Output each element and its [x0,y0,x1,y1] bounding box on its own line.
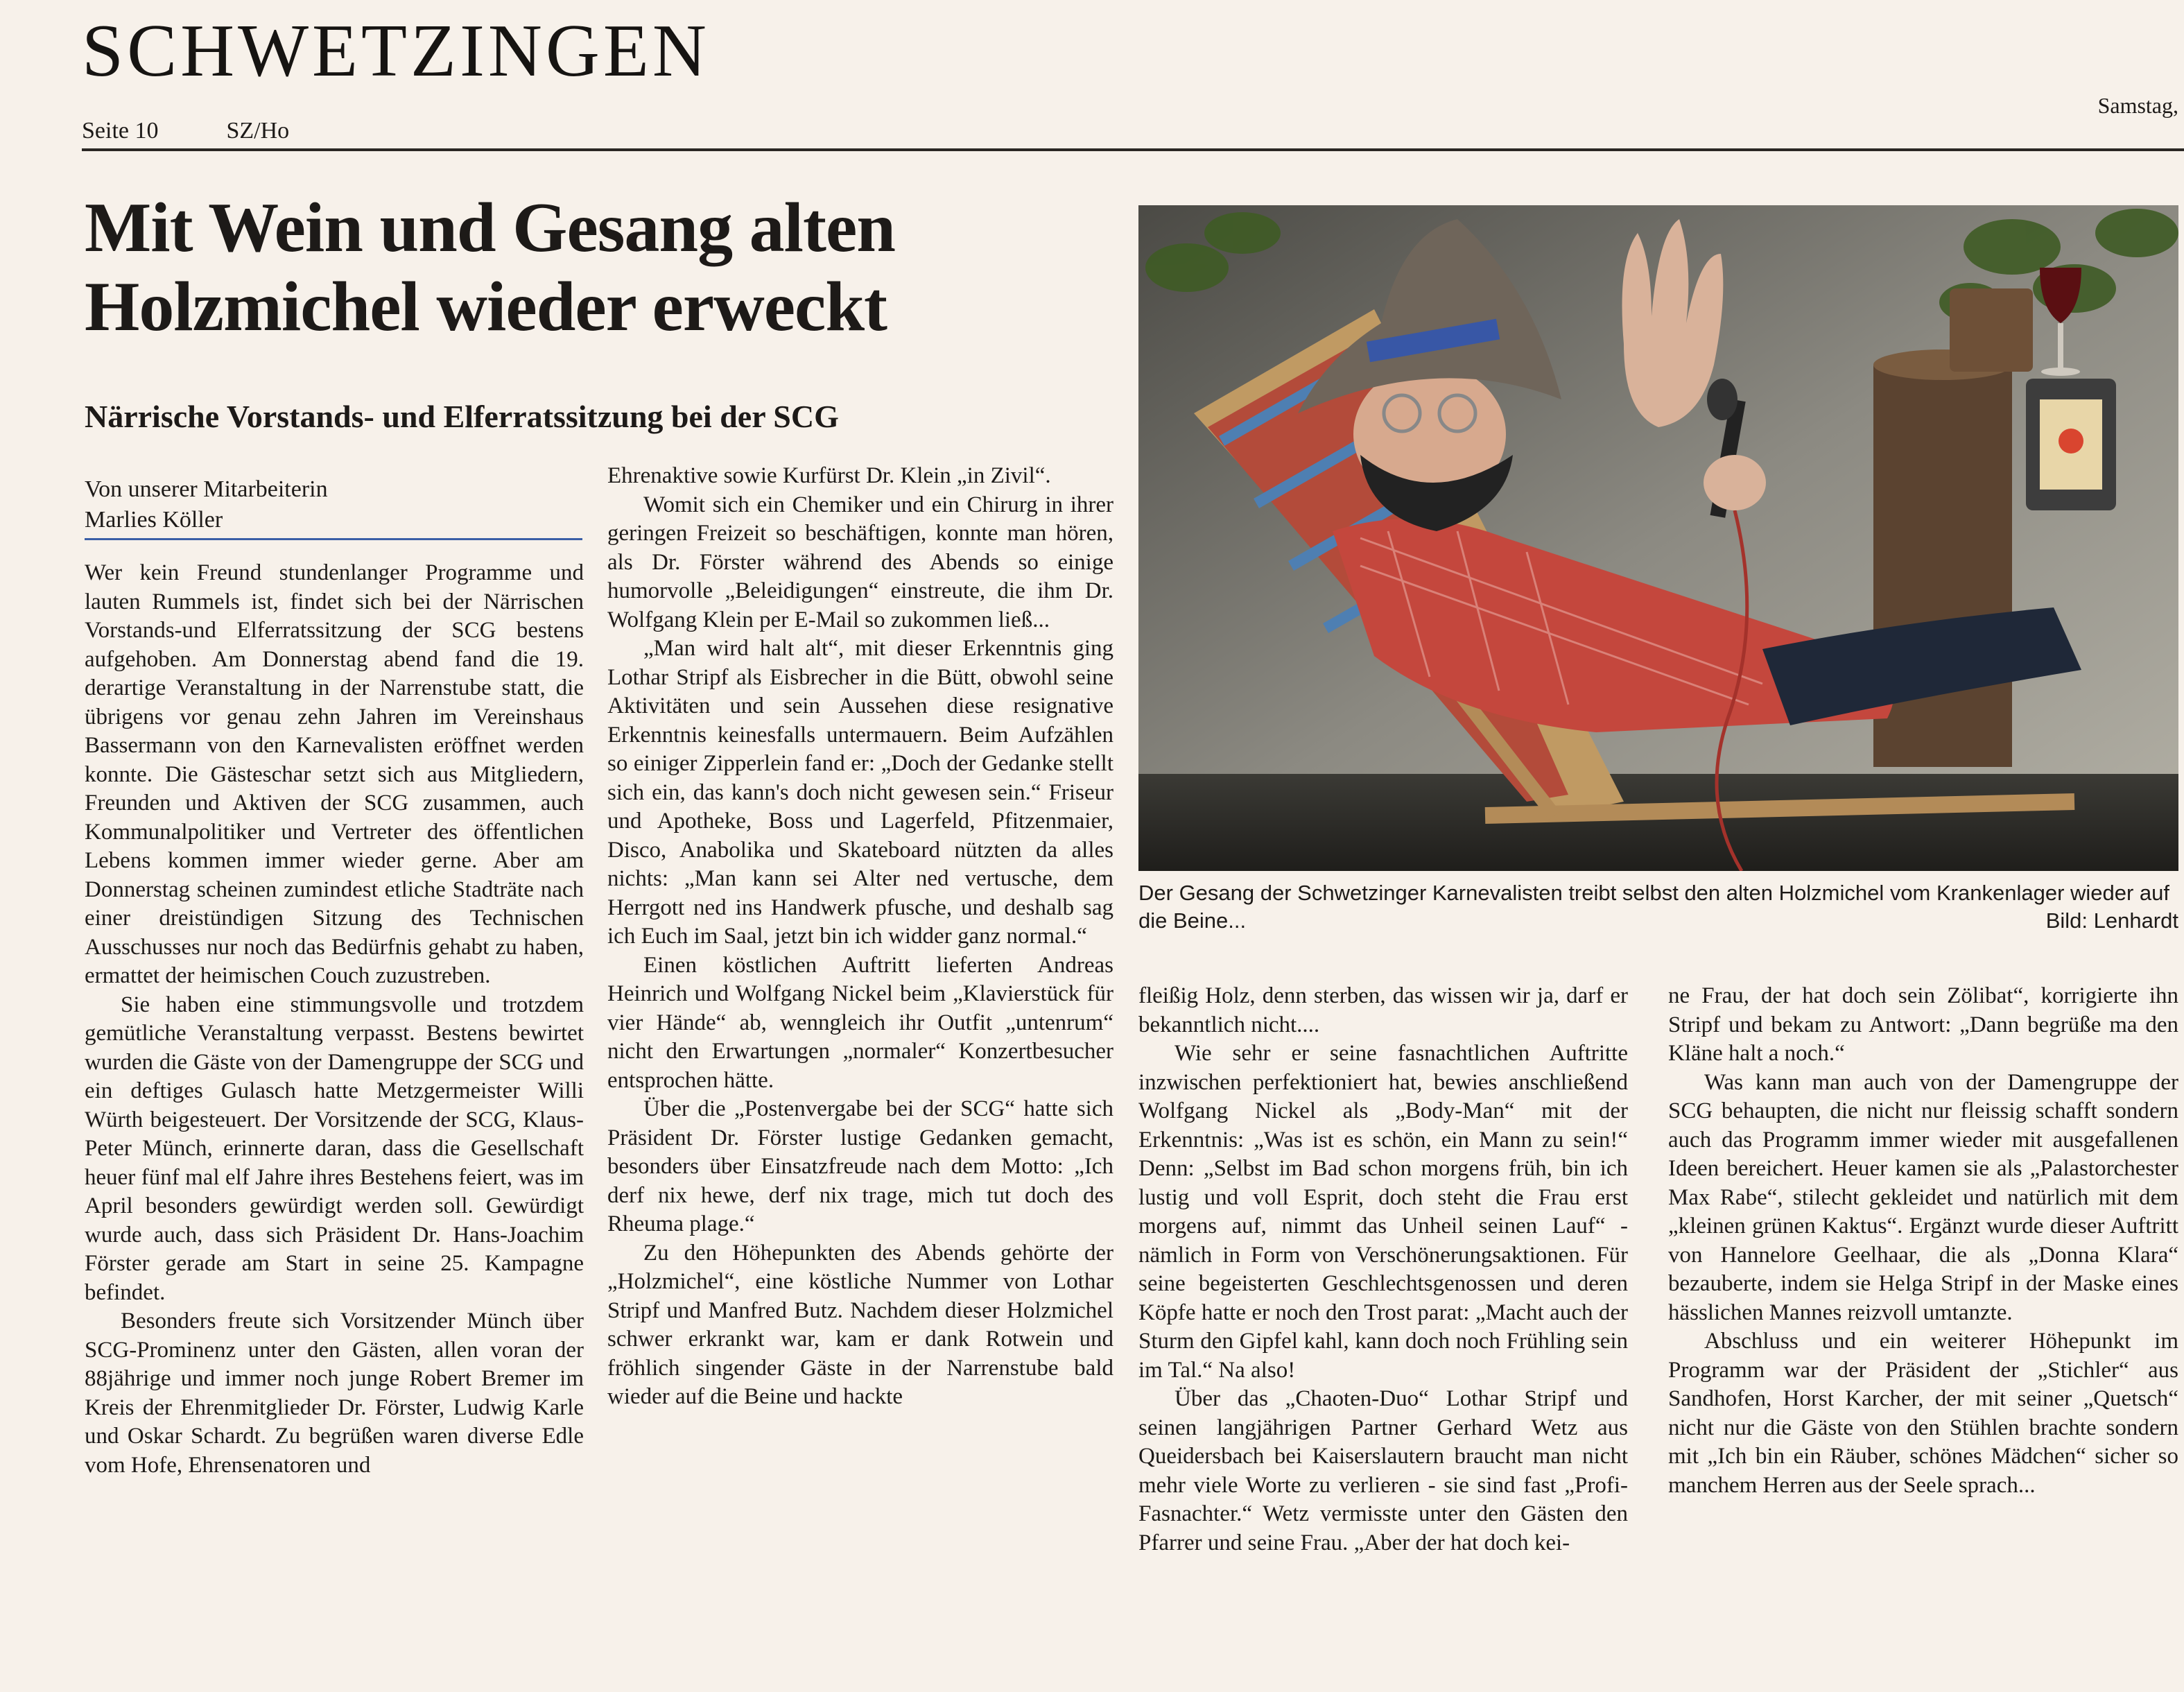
paragraph: „Man wird halt alt“, mit dieser Erkenntnis ging Lothar Stripf als Eisbrecher in die Bütt, obwohl seine Aktivitäten und sein Aussehen diese resignative Erkenntnis keinesfalls untermauern. Beim Aufzählen so einiger Zipperlein fand er: „Doch der Gedanke stellt sich ein, das kann's doch nicht gewesen sein.“ Friseur und Apotheke, Boss und Lagerfeld, Pfitzenmaier, Disco, Anabolika und Skateboard nützten da alles nichts: „Man kann sei Alter ned vertusche, dem Herrgott ned ins Handwerk pfusche, und deshalb sag ich Euch im Saal, jetzt bin ich widder ganz normal.“ [607,636,1113,949]
paragraph: fleißig Holz, denn sterben, das wissen wir ja, darf er bekanntlich nicht.... [1138,983,1628,1037]
photo-caption: Der Gesang der Schwetzinger Karnevalisten treibt selbst den alten Holzmichel vom Krankenlager wieder auf die Beine... [1138,881,2170,933]
article-column-4 [1668,982,2178,1500]
paragraph: Wer kein Freund stundenlanger Programme und lauten Rummels ist, findet sich bei der Närrischen Vorstands-und Elferratssitzung der SCG bestens aufgehoben. Am Donnerstag abend fand die 19. derartige Veranstaltung in der Narrenstube statt, die übrigens vor genau zehn Jahren im Vereinshaus Bassermann von den Karnevalisten eröffnet werden konnte. Die Gästeschar setzt sich aus Mitgliedern, Freunden und Aktiven der SCG zusammen, auch Kommunalpolitiker und Vertreter des öffentlichen Lebens kommen immer wieder gerne. Aber am Donnerstag scheinen zumindest etliche Stadträte nach einer dreistündigen Sitzung des Technischen Ausschusses nur noch das Bedürfnis gehabt zu haben, ermattet der heimischen Couch zuzustreben. [85,560,584,988]
paragraph: Über das „Chaoten-Duo“ Lothar Stripf und seinen langjährigen Partner Gerhard Wetz aus Queidersbach bei Kaiserslautern braucht man nicht mehr viele Worte zu verlieren - sie sind fast „Profi-Fasnachter.“ Wetz vermisste unter den Gästen den Pfarrer und seine Frau. „Aber der hat doch kei- [1138,1386,1628,1555]
section-masthead: SCHWETZINGEN [82,10,710,92]
paragraph: Besonders freute sich Vorsitzender Münch über SCG-Prominenz unter den Gästen, allen voran der 88jährige und immer noch junge Robert Bremer im Kreis der Ehrenmitglieder Dr. Förster, Ludwig Karle und Oskar Schardt. Zu begrüßen waren diverse Edle vom Hofe, Ehrensenatoren und [85,1309,584,1478]
paragraph: ne Frau, der hat doch sein Zölibat“, korrigierte ihn Stripf und bekam zu Antwort: „Dann begrüße ma den Kläne halt a noch.“ [1668,983,2178,1066]
masthead-rule [82,148,2184,151]
holzmichel-photo-illustration [1138,205,2178,871]
photo-caption-block [1138,879,2178,935]
paragraph: Über die „Postenvergabe bei der SCG“ hatte sich Präsident Dr. Förster lustige Gedanken gemacht, besonders über Einsatzfreude nach dem Motto: „Ich derf nix hewe, derf nix trage, mich tut doch des Rheuma plage.“ [607,1096,1113,1236]
byline [85,474,584,535]
paragraph: Sie haben eine stimmungsvolle und trotzdem gemütliche Veranstaltung verpasst. Bestens bewirtet wurden die Gäste von der Damengruppe der SCG und ein deftiges Gulasch hatte Metzgermeister Willi Würth beigesteuert. Der Vorsitzende der SCG, Klaus-Peter Münch, erinnerte daran, dass die Gesellschaft heuer fünf mal elf Jahre ihres Bestehens feiert, was im April besonders gewürdigt werden soll. Gewürdigt wurde auch, dass sich Präsident Dr. Hans-Joachim Förster gerade am Start in seine 25. Kampagne befindet. [85,992,584,1305]
article-subheadline: Närrische Vorstands- und Elferratssitzung bei der SCG [85,399,839,434]
article-column-3 [1138,982,1628,1557]
paragraph: Was kann man auch von der Damengruppe der SCG behaupten, die nicht nur fleissig schafft sondern auch das Programm immer wieder mit ausgefallenen Ideen bereichert. Heuer kamen sie als „Palastorchester Max Rabe“, stilecht gekleidet und natürlich mit dem „kleinen grünen Kaktus“. Ergänzt wurde dieser Auftritt von Hannelore Geelhaar, die als „Donna Klara“ bezauberte, indem sie Helga Stripf in der Maske eines hässlichen Mannes reizvoll umtanzte. [1668,1069,2178,1325]
issue-day: Samstag, [2097,93,2178,118]
page-number: Seite 10 [82,118,159,144]
article-column-1 [85,559,584,1480]
photo-credit: Bild: Lenhardt [2045,908,2178,933]
article-headline: Mit Wein und Gesang alten Holzmichel wieder erweckt [85,189,895,347]
article-photo [1138,205,2178,871]
paragraph: Womit sich ein Chemiker und ein Chirurg in ihrer geringen Freizeit so beschäftigen, konnte man hören, als Dr. Förster während des Abends so einige humorvolle „Beleidigungen“ einstreute, die ihm Dr. Wolfgang Klein per E-Mail so zukommen ließ... [607,492,1113,632]
paragraph: Wie sehr er seine fasnachtlichen Auftritte inzwischen perfektioniert hat, bewies anschließend Wolfgang Nickel als „Body-Man“ mit der Erkenntnis: „Was ist es schön, ein Mann zu sein!“ Denn: „Selbst im Bad schon morgens früh, bin ich lustig und voll Esprit, doch steht die Frau erst morgens auf, nimmt das Unheil seinen Lauf“ - nämlich in Form von Verschönerungsaktionen. Für seine begeisterten Geschlechtsgenossen und deren Köpfe hatte er noch den Trost parat: „Macht auch der Sturm den Gipfel kahl, kann doch noch Frühling sein im Tal.“ Na also! [1138,1041,1628,1383]
paragraph: Ehrenaktive sowie Kurfürst Dr. Klein „in Zivil“. [607,463,1051,488]
byline-author: Marlies Köller [85,507,223,533]
paragraph: Abschluss und ein weiterer Höhepunkt im Programm war der Präsident der „Stichler“ aus Sandhofen, Horst Karcher, der mit seiner „Quetsch“ nicht nur die Gäste von den Stühlen brachte sondern mit „Ich bin ein Räuber, schönes Mädchen“ sicher so manchem Herren aus der Seele sprach... [1668,1329,2178,1498]
edition-code: SZ/Ho [226,118,290,144]
page-meta [82,119,357,143]
paragraph: Einen köstlichen Auftritt lieferten Andreas Heinrich und Wolfgang Nickel beim „Klavierstück für vier Hände“ ab, wenngleich ihr Outfit „untenrum“ nicht den Erwartungen „normaler“ Konzertbesucher entsprochen hätte. [607,952,1113,1093]
article-column-2 [607,462,1113,1412]
byline-rule [85,538,582,540]
byline-intro: Von unserer Mitarbeiterin [85,476,328,502]
paragraph: Zu den Höhepunkten des Abends gehörte der „Holzmichel“, eine köstliche Nummer von Lothar Stripf und Manfred Butz. Nachdem dieser Holzmichel schwer erkrankt war, kam er dank Rotwein und fröhlich singender Gäste in der Narrenstube bald wieder auf die Beine und hackte [607,1240,1113,1409]
